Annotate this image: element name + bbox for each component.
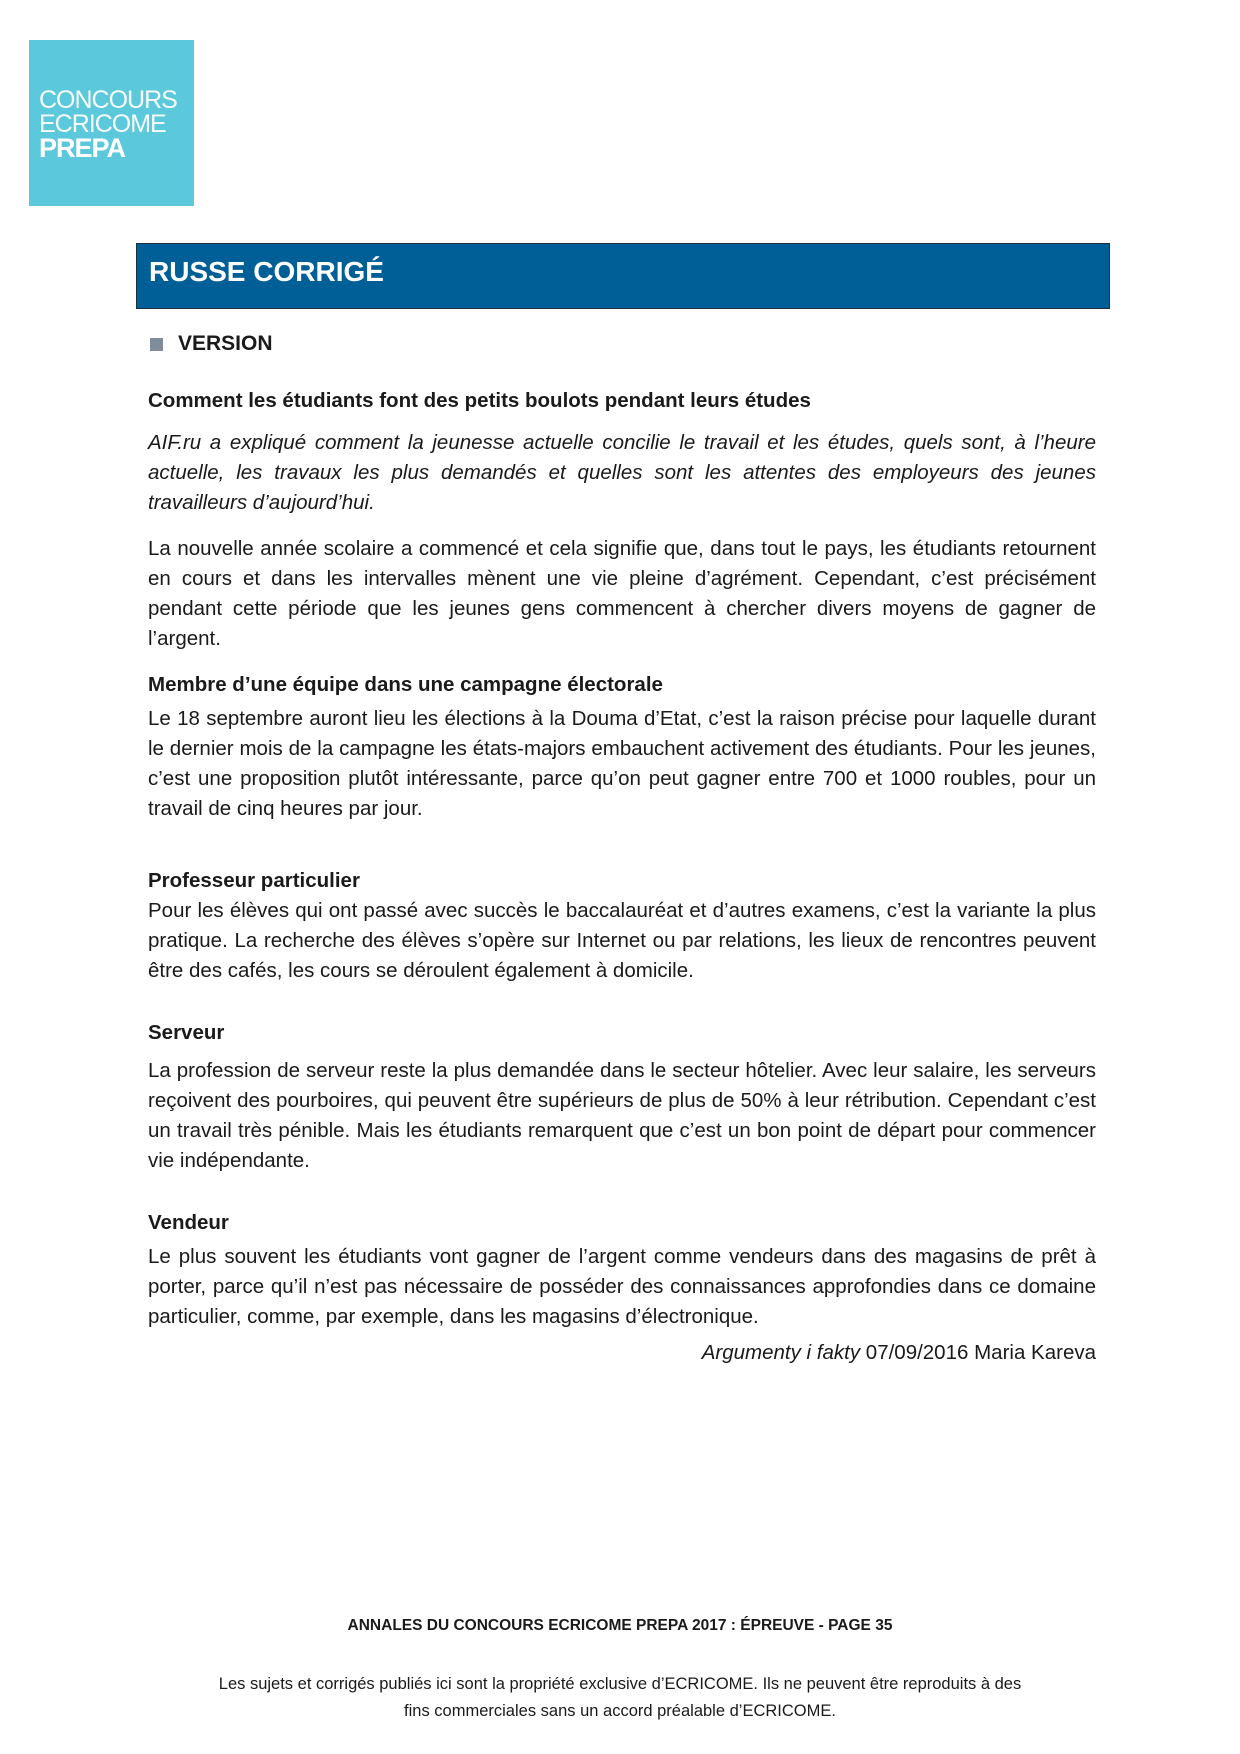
section-text-waiter: La profession de serveur reste la plus demandée dans le secteur hôtelier. Avec leur salaire, les serveurs reçoivent des pourboires, qui peuvent être supérieurs de plus de 50% à leur rétribution. Cependant c’est un travail très pénible. Mais les étudiants remarquent que c’est un bon point de départ pour commencer vie indépendante. (148, 1059, 1096, 1172)
footer-copyright-note (0, 1671, 1240, 1725)
footer-title: ANNALES DU CONCOURS ECRICOME PREPA 2017 : ÉPREUVE - PAGE 35 (347, 1617, 893, 1634)
logo-text-concours: CONCOURS (39, 86, 177, 114)
section-text-campaign: Le 18 septembre auront lieu les élections à la Douma d’Etat, c’est la raison précise pour laquelle durant le dernier mois de la campagne les états-majors embauchent activement des étudiants. Pour les jeunes, c’est une proposition plutôt intéressante, parce qu’on peut gagner entre 700 et 1000 roubles, pour un travail de cinq heures par jour. (148, 707, 1096, 820)
page-title: RUSSE CORRIGÉ (149, 256, 384, 287)
logo-text-prepa: PREPA (39, 133, 126, 163)
source-date-author: 07/09/2016 Maria Kareva (860, 1341, 1096, 1364)
article-body (148, 386, 1096, 1368)
footer-note-line2: fins commerciales sans un accord préalable d’ECRICOME. (404, 1702, 836, 1720)
article-intro: La nouvelle année scolaire a commencé et cela signifie que, dans tout le pays, les étudiants retournent en cours et dans les intervalles mènent une vie pleine d’agrément. Cependant, c’est précisément pendant cette période que les jeunes gens commencent à chercher divers moyens de gagner de l’argent. (148, 537, 1096, 650)
article-lead: AIF.ru a expliqué comment la jeunesse actuelle concilie le travail et les études, quels sont, à l’heure actuelle, les travaux les plus demandés et quelles sont les attentes des employeurs des jeunes travailleurs d’aujourd’hui. (148, 431, 1096, 514)
section-heading-seller: Vendeur (148, 1211, 229, 1234)
ecricome-logo (29, 40, 194, 206)
section-text-seller: Le plus souvent les étudiants vont gagner de l’argent comme vendeurs dans des magasins de prêt à porter, parce qu’il n’est pas nécessaire de posséder des connaissances approfondies dans ce domaine particulier, comme, par exemple, dans les magasins d’électronique. (148, 1245, 1096, 1328)
page-title-bar (136, 243, 1110, 309)
source-publication: Argumenty i fakty (701, 1341, 861, 1364)
section-heading-campaign: Membre d’une équipe dans une campagne électorale (148, 673, 663, 696)
square-bullet-icon (150, 338, 163, 351)
article-title: Comment les étudiants font des petits boulots pendant leurs études (148, 389, 811, 412)
section-heading-tutor: Professeur particulier (148, 869, 360, 892)
section-text-tutor: Pour les élèves qui ont passé avec succès le baccalauréat et d’autres examens, c’est la variante la plus pratique. La recherche des élèves s’opère sur Internet ou par relations, les lieux de rencontres peuvent être des cafés, les cours se déroulent également à domicile. (148, 899, 1096, 982)
section-label: VERSION (178, 332, 273, 355)
footer-note-line1: Les sujets et corrigés publiés ici sont la propriété exclusive d’ECRICOME. Ils ne peuvent être reproduits à des (218, 1675, 1022, 1693)
logo-text-ecricome: ECRICOME (39, 110, 166, 138)
article-source (148, 1338, 1096, 1368)
section-heading-waiter: Serveur (148, 1021, 225, 1044)
